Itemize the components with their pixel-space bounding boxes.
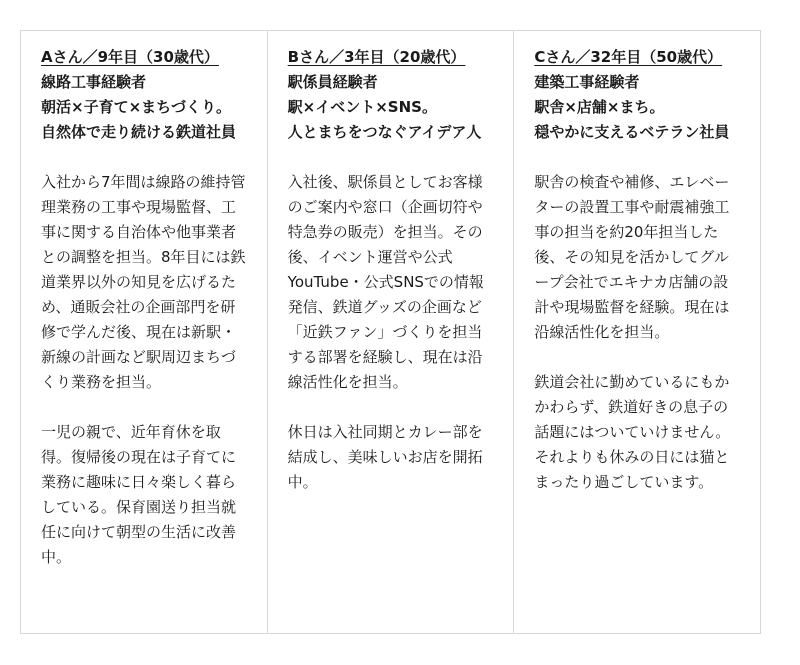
profile-career-text: 入社から7年間は線路の維持管理業務の工事や現場監督、工事に関する自治体や他事業者との調整を担当。8年目には鉄道業界以外の知見を広げるため、通販会社の企画部門を研修で学んだ後、現在は新駅・新線の計画など駅周辺まちづくり業務を担当。 (41, 173, 246, 391)
profile-grid (20, 30, 761, 634)
profile-personal-text: 鉄道会社に勤めているにもかかわらず、鉄道好きの息子の話題にはついていけません。それよりも休みの日には猫とまったり過ごしています。 (534, 373, 731, 491)
profile-column-a (21, 31, 267, 633)
profile-tagline: 人とまちをつなぐアイデア人 (287, 123, 482, 141)
profile-career-text: 入社後、駅係員としてお客様のご案内や窓口（企画切符や特急券の販売）を担当。その後、イベント運営や公式YouTube・公式SNSでの情報発信、鉄道グッズの企画など「近鉄ファン」づくりを担当する部署を経験し、現在は沿線活性化を担当。 (287, 173, 484, 391)
profile-personal-text: 休日は入社同期とカレー部を結成し、美味しいお店を開拓中。 (287, 423, 483, 491)
profile-heading (534, 45, 740, 145)
profile-tagline: 穏やかに支えるベテラン社員 (534, 123, 730, 141)
profile-tagline: 自然体で走り続ける鉄道社員 (41, 123, 237, 141)
profile-personal-text: 一児の親で、近年育休を取得。復帰後の現在は子育てに業務に趣味に日々楽しく暮らしている。保育園送り担当就任に向けて朝型の生活に改善中。 (41, 423, 237, 566)
profile-title: Bさん／3年目（20歳代） (287, 48, 466, 66)
profile-keywords: 駅舎×店舗×まち。 (534, 98, 665, 116)
profile-title: Cさん／32年目（50歳代） (534, 48, 723, 66)
profile-heading (41, 45, 247, 145)
profile-keywords: 朝活×子育て×まちづくり。 (41, 98, 231, 116)
profile-title: Aさん／9年目（30歳代） (41, 48, 219, 66)
profile-column-b (267, 31, 514, 633)
profile-experience: 線路工事経験者 (41, 73, 147, 91)
profile-experience: 駅係員経験者 (287, 73, 378, 91)
profile-column-c (513, 31, 760, 633)
profile-experience: 建築工事経験者 (534, 73, 640, 91)
profile-career-text: 駅舎の検査や補修、エレベーターの設置工事や耐震補強工事の担当を約20年担当した後、その知見を活かしてグループ会社でエキナカ店舗の設計や現場監督を経験。現在は沿線活性化を担当。 (534, 173, 730, 341)
profile-heading (288, 45, 494, 145)
profile-keywords: 駅×イベント×SNS。 (287, 98, 437, 116)
